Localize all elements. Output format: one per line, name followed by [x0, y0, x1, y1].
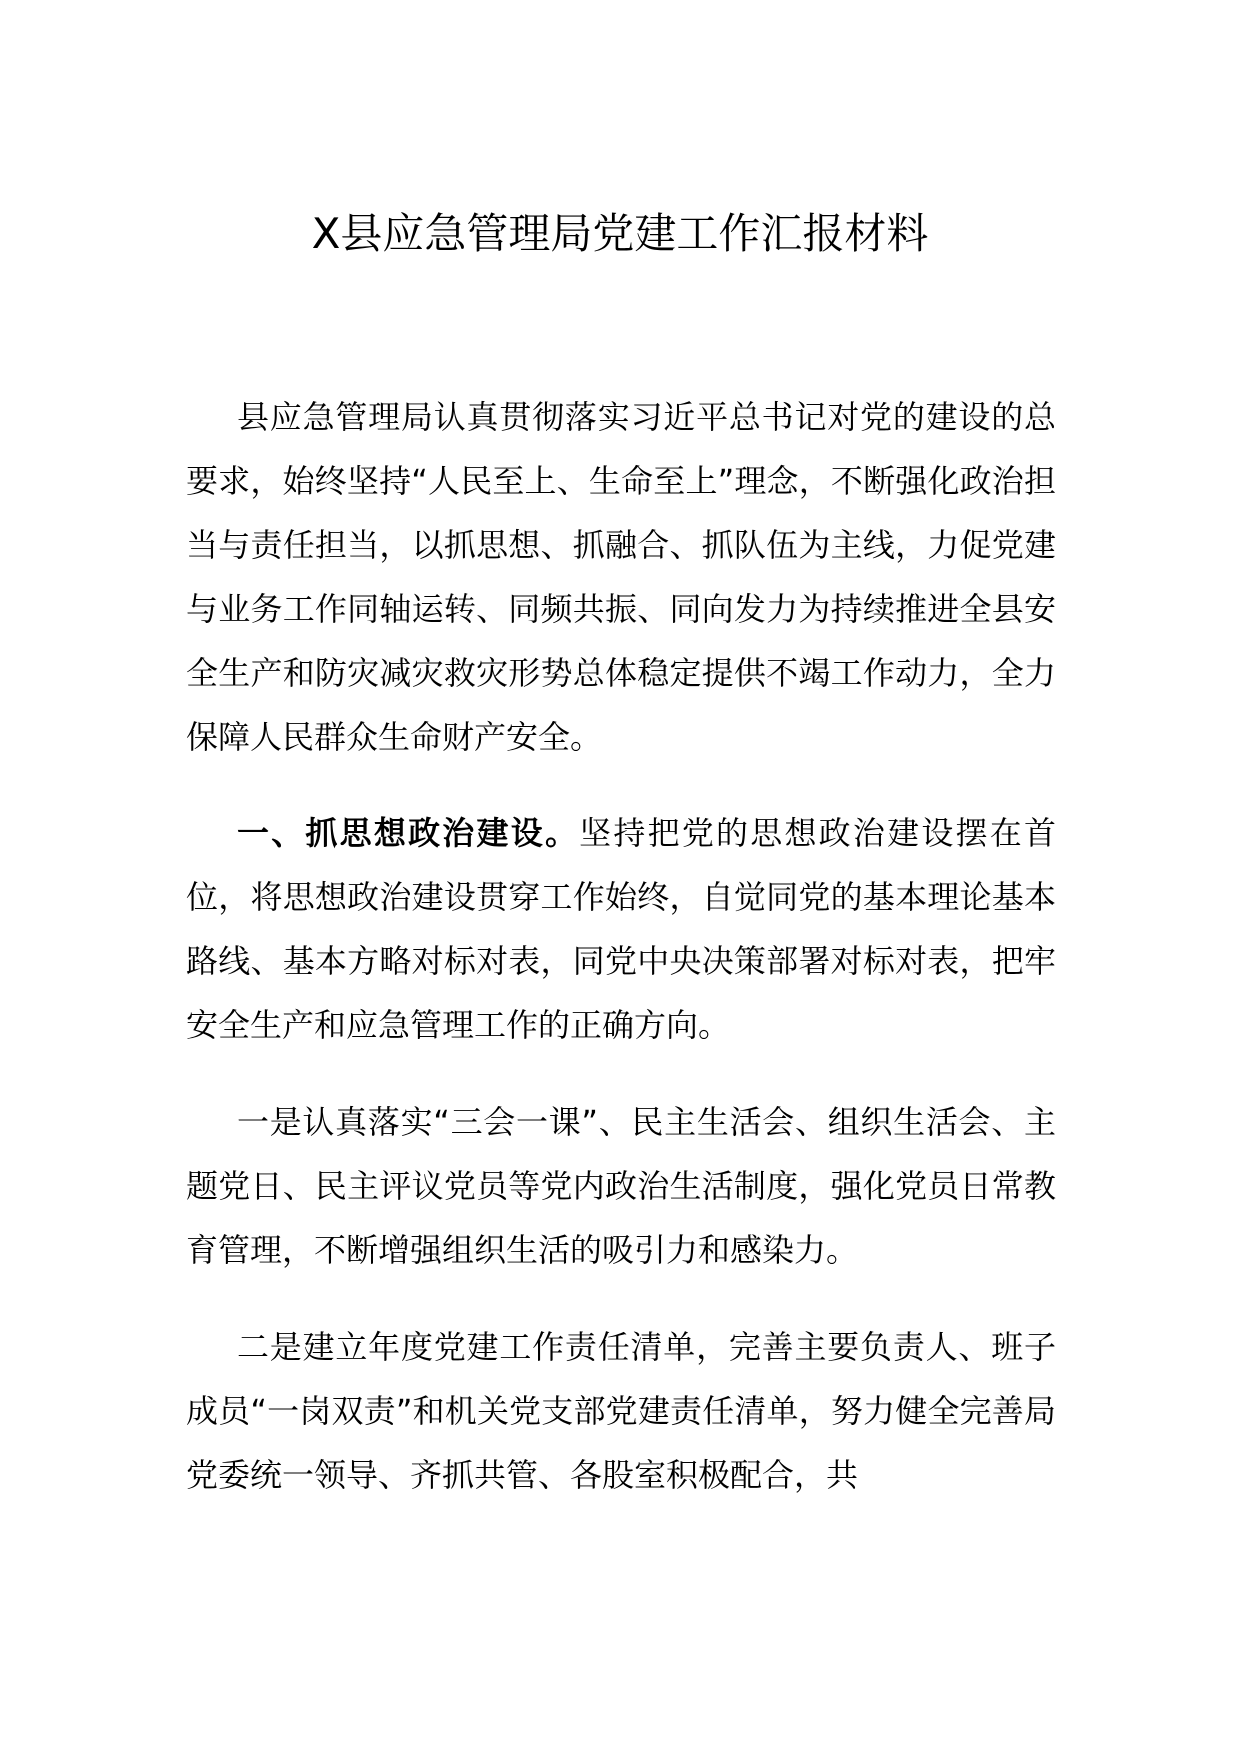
section-1-heading: 一、抓思想政治建设。: [237, 814, 580, 852]
document-title: X县应急管理局党建工作汇报材料: [311, 209, 929, 258]
point-1-paragraph: 一是认真落实“三会一课”、民主生活会、组织生活会、主题党日、民主评议党员等党内政治生活制度，强化党员日常教育管理，不断增强组织生活的吸引力和感染力。: [186, 1103, 1056, 1269]
point-2-paragraph: 二是建立年度党建工作责任清单，完善主要负责人、班子成员“一岗双责”和机关党支部党建责任清单，努力健全完善局党委统一领导、齐抓共管、各股室积极配合，共: [186, 1328, 1056, 1494]
section-1-paragraph: [186, 801, 1056, 1057]
intro-paragraph: 县应急管理局认真贯彻落实习近平总书记对党的建设的总要求，始终坚持“人民至上、生命至上”理念，不断强化政治担当与责任担当，以抓思想、抓融合、抓队伍为主线，力促党建与业务工作同轴运转、同频共振、同向发力为持续推进全县安全生产和防灾减灾救灾形势总体稳定提供不竭工作动力，全力保障人民群众生命财产安全。: [186, 398, 1056, 756]
section-1-body: 坚持把党的思想政治建设摆在首位，将思想政治建设贯穿工作始终，自觉同党的基本理论基本路线、基本方略对标对表，同党中央决策部署对标对表，把牢安全生产和应急管理工作的正确方向。: [186, 814, 1056, 1044]
